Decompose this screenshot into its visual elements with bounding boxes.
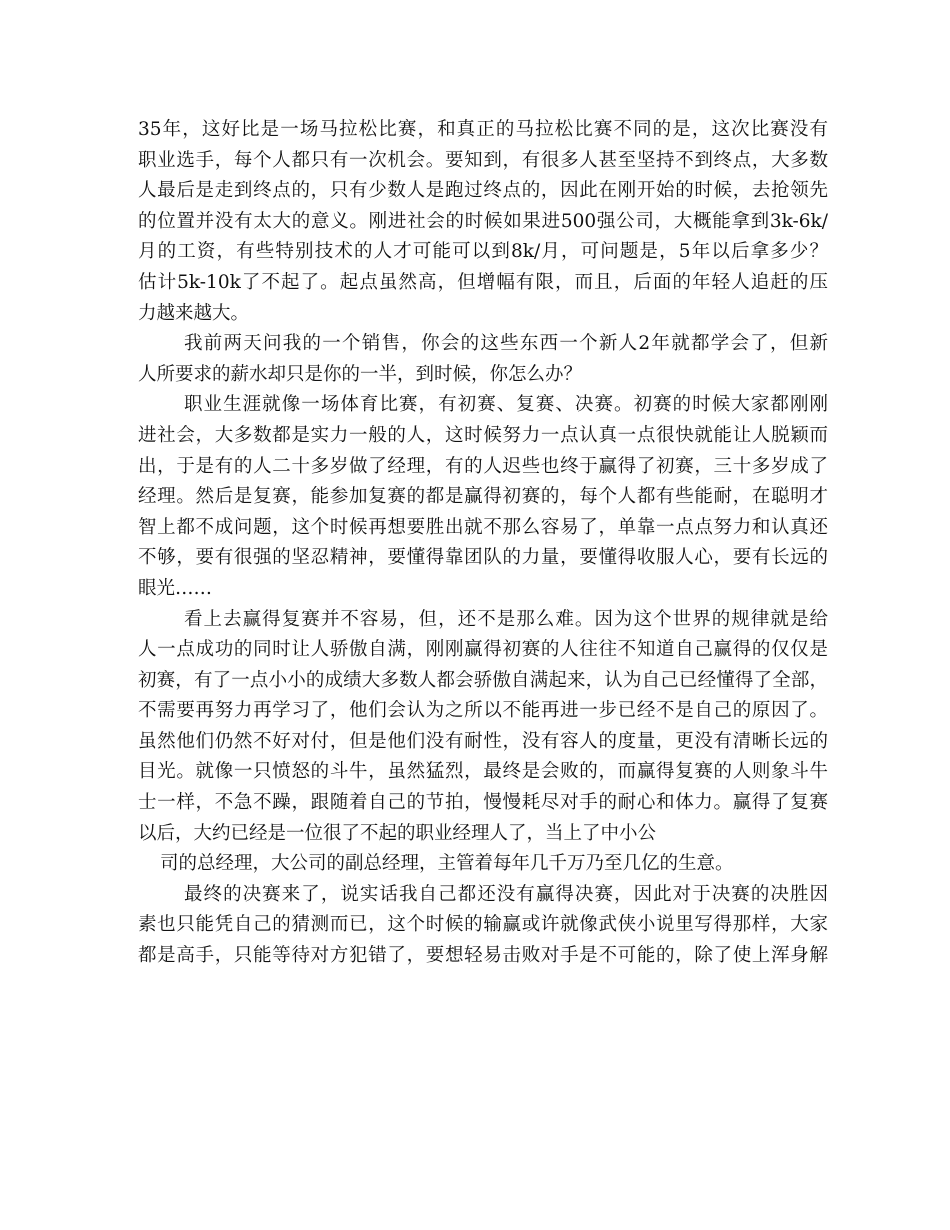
text-line: 士一样，不急不躁，跟随着自己的节拍，慢慢耗尽对手的耐心和体力。赢得了复赛 xyxy=(138,792,828,814)
text-line: 眼光…… xyxy=(138,577,213,599)
text-line: 人最后是走到终点的，只有少数人是跑过终点的，因此在刚开始的时候，去抢领先 xyxy=(138,180,828,202)
text-line: 出，于是有的人二十多岁做了经理，有的人迟些也终于赢得了初赛，三十多岁成了 xyxy=(138,455,828,477)
document-body xyxy=(138,115,828,972)
text-line: 虽然他们仍然不好对付，但是他们没有耐性，没有容人的度量，更没有清晰长远的 xyxy=(138,730,828,752)
text-line: 进社会，大多数都是实力一般的人，这时候努力一点认真一点很快就能让人脱颖而 xyxy=(138,424,828,446)
text-line: 的位置并没有太大的意义。刚进社会的时候如果进500强公司，大概能拿到3k-6k/ xyxy=(138,210,828,232)
text-line: 职业选手，每个人都只有一次机会。要知到，有很多人甚至坚持不到终点，大多数 xyxy=(138,149,828,171)
paragraph-first-line: 看上去赢得复赛并不容易，但，还不是那么难。因为这个世界的规律就是给 xyxy=(184,608,828,630)
text-line: 35年，这好比是一场马拉松比赛，和真正的马拉松比赛不同的是，这次比赛没有 xyxy=(138,119,828,140)
text-line: 人一点成功的同时让人骄傲自满，刚刚赢得初赛的人往往不知道自己赢得的仅仅是 xyxy=(138,639,828,661)
text-line: 司的总经理，大公司的副总经理，主管着每年几千万乃至几亿的生意。 xyxy=(160,853,734,875)
text-line: 以后，大约已经是一位很了不起的职业经理人了，当上了中小公 xyxy=(138,822,657,844)
text-line: 估计5k-10k了不起了。起点虽然高，但增幅有限，而且，后面的年轻人追赶的压 xyxy=(138,271,828,293)
text-line: 月的工资，有些特别技术的人才可能可以到8k/月，可问题是，5年以后拿多少？ xyxy=(138,241,828,263)
text-line: 不需要再努力再学习了，他们会认为之所以不能再进一步已经不是自己的原因了。 xyxy=(138,700,828,722)
text-line: 素也只能凭自己的猜测而已，这个时候的输赢或许就像武侠小说里写得那样，大家 xyxy=(138,914,828,936)
text-line: 经理。然后是复赛，能参加复赛的都是赢得初赛的，每个人都有些能耐，在聪明才 xyxy=(138,486,828,508)
text-line: 智上都不成问题，这个时候再想要胜出就不那么容易了，单靠一点点努力和认真还 xyxy=(138,516,828,538)
paragraph-first-line: 职业生涯就像一场体育比赛，有初赛、复赛、决赛。初赛的时候大家都刚刚 xyxy=(184,394,828,416)
paragraph-first-line: 我前两天问我的一个销售，你会的这些东西一个新人2年就都学会了，但新 xyxy=(184,333,828,355)
text-line: 目光。就像一只愤怒的斗牛，虽然猛烈，最终是会败的，而赢得复赛的人则象斗牛 xyxy=(138,761,828,783)
text-line: 不够，要有很强的坚忍精神，要懂得靠团队的力量，要懂得收服人心，要有长远的 xyxy=(138,547,828,569)
paragraph-first-line: 最终的决赛来了，说实话我自己都还没有赢得决赛，因此对于决赛的决胜因 xyxy=(184,883,828,905)
text-line: 力越来越大。 xyxy=(138,302,250,324)
text-line: 都是高手，只能等待对方犯错了，要想轻易击败对手是不可能的，除了使上浑身解 xyxy=(138,945,828,967)
text-line: 人所要求的薪水却只是你的一半，到时候，你怎么办？ xyxy=(138,363,583,385)
text-line: 初赛，有了一点小小的成绩大多数人都会骄傲自满起来，认为自己已经懂得了全部， xyxy=(138,669,828,691)
